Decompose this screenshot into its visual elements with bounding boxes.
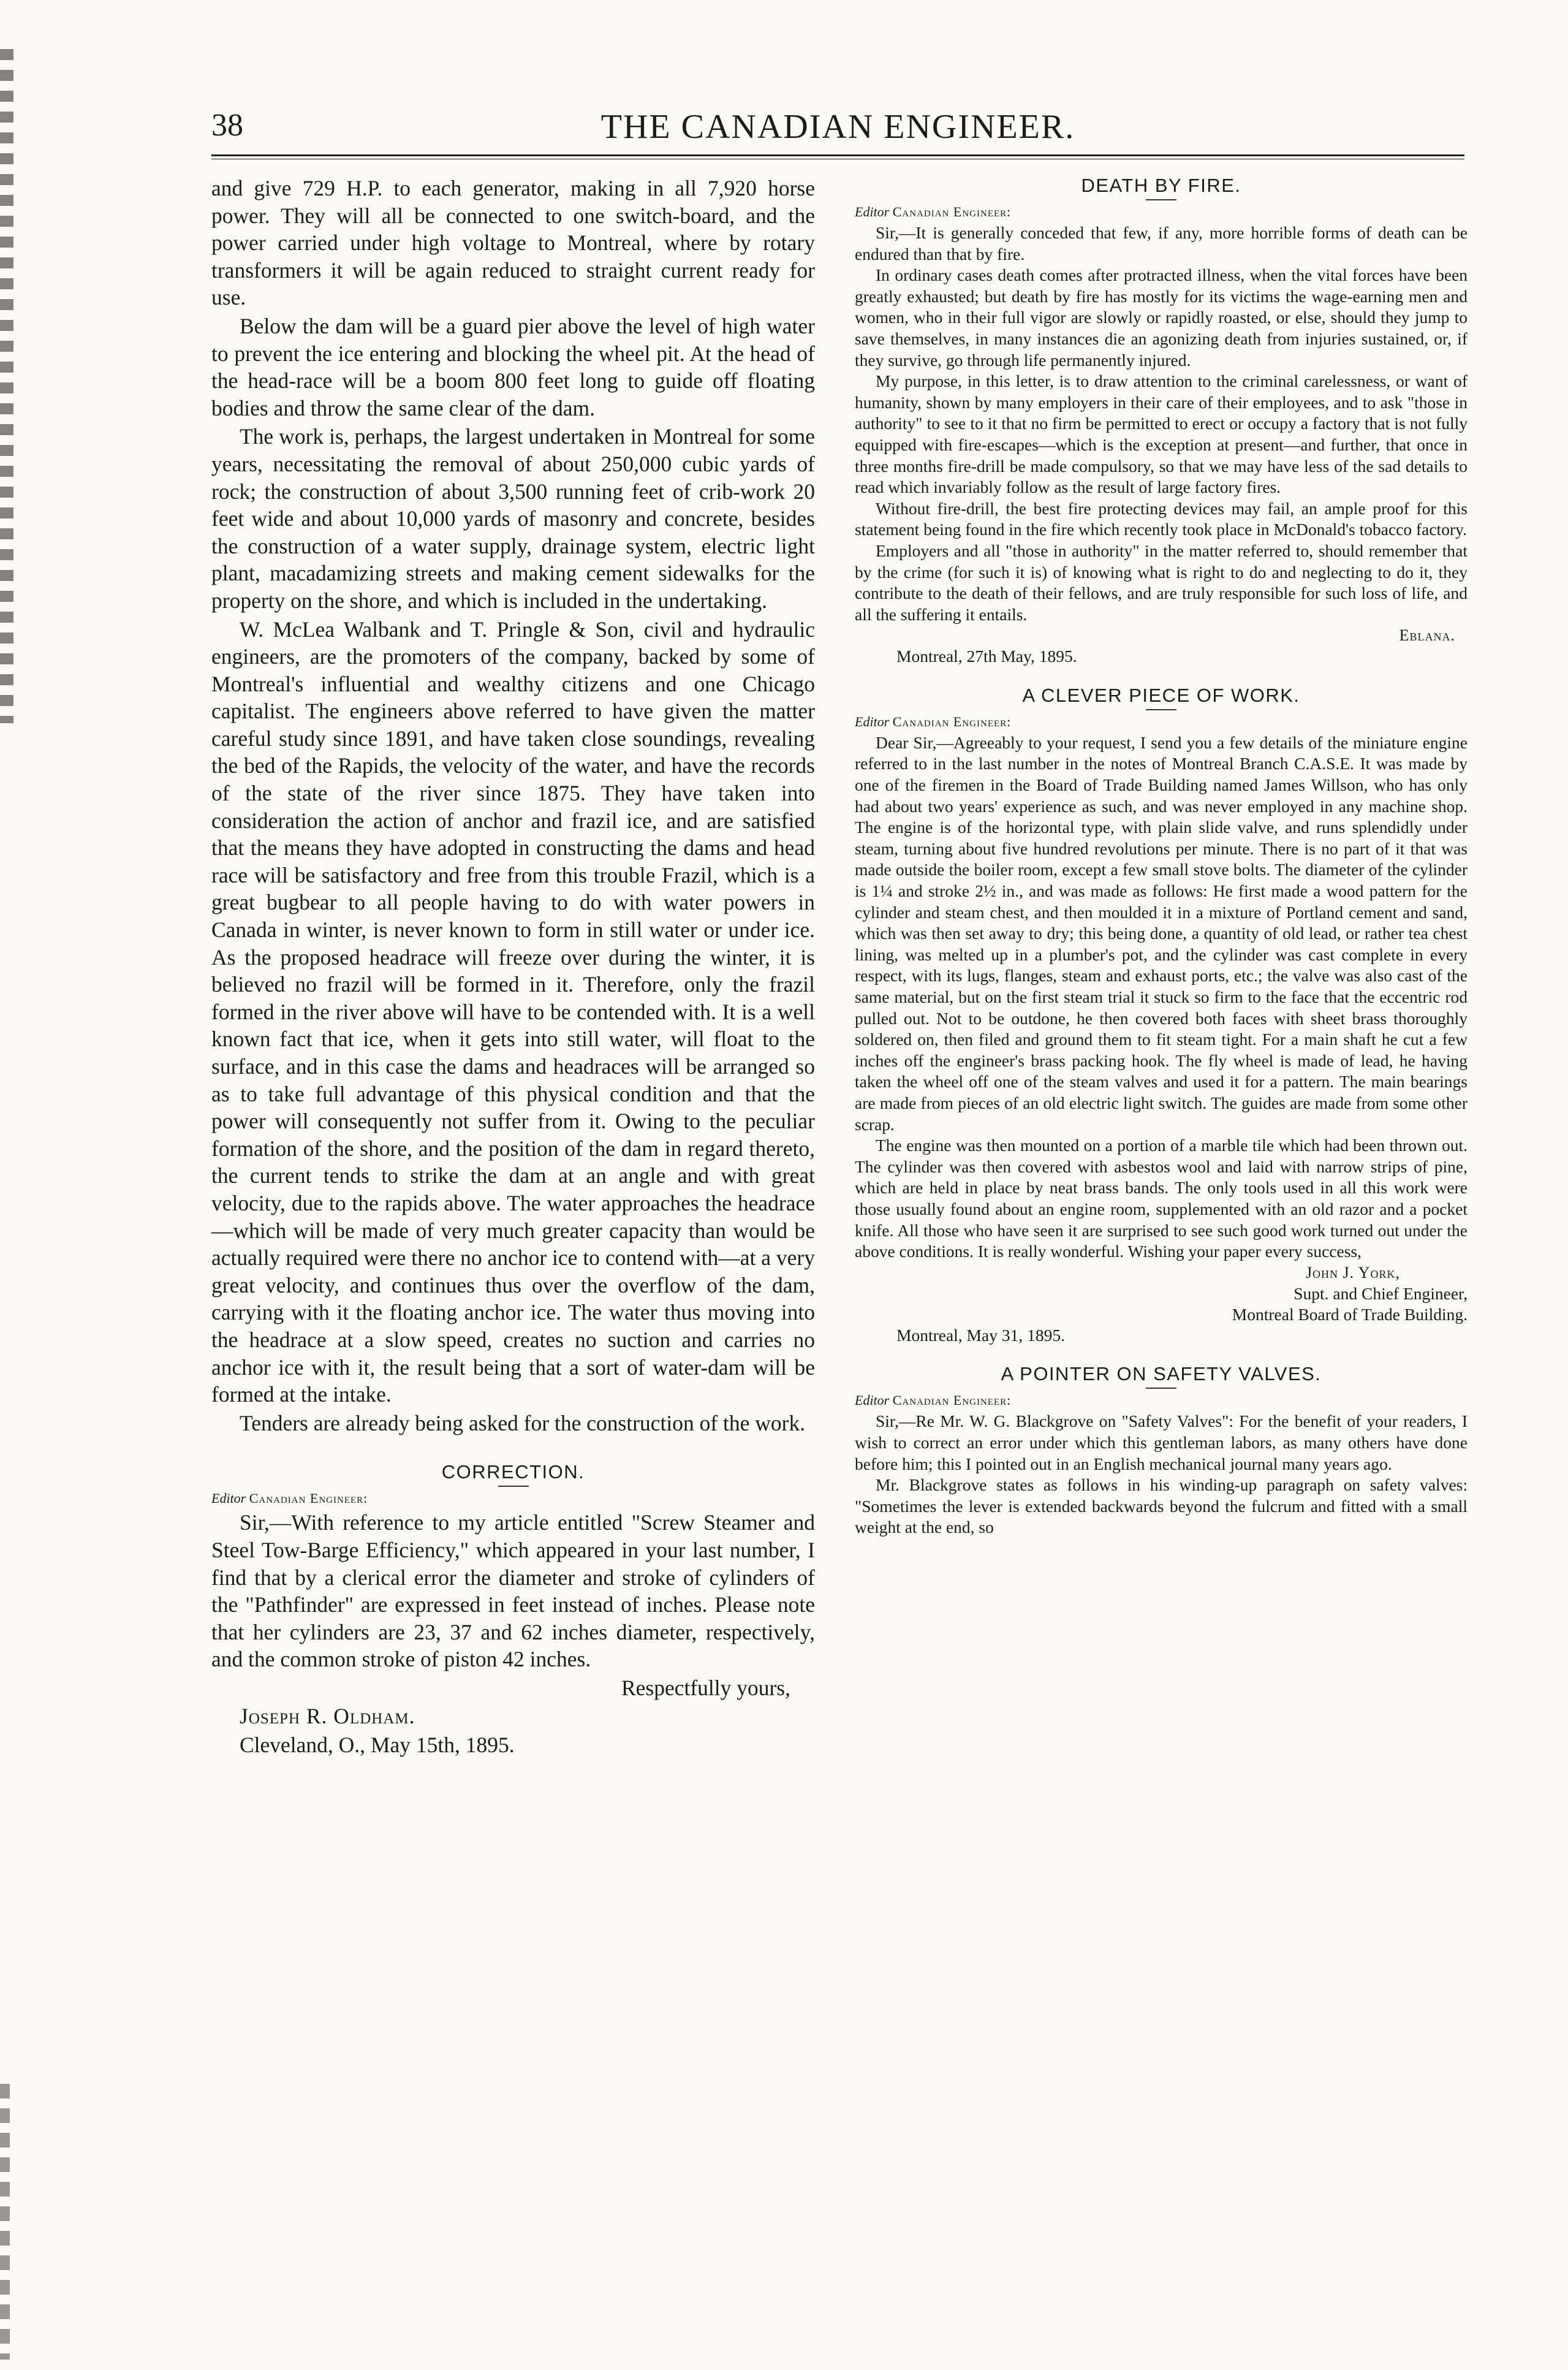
article-paragraph: and give 729 H.P. to each generator, making in all 7,920 horse power. They will all be connected to one switch-board, and the power carried under high voltage to Montreal, where by rotary transformers it will be again reduced to straight current ready for use. [211,176,815,310]
letter-paragraph: Employers and all "those in authority" in the matter referred to, should remember that by the crime (for such it is) of knowing what is right to do and neglecting to do it, they contribute to the death of their fellows, and are truly responsible for such loss of life, and all the suffering it entails. [855,541,1468,624]
letter-paragraph: Mr. Blackgrove states as follows in his winding-up paragraph on safety valves: "Sometimes the lever is extended backwards beyond the fulcrum and fitted with a small weight at the end, so [855,1475,1468,1537]
letter-paragraph: Sir,—Re Mr. W. G. Blackgrove on "Safety Valves": For the benefit of your readers, I wish to correct an error under which this gentleman labors, as many others have done before him; this I pointed out in an English mechanical journal many years ago. [855,1411,1468,1473]
editor-name: Canadian Engineer: [892,1392,1012,1408]
letter-paragraph: Without fire-drill, the best fire protecting devices may fail, an ample proof for this statement being found in the fire which recently took place in McDonald's tobacco factory. [855,498,1468,539]
editor-name: Canadian Engineer: [249,1491,368,1506]
clever-piece-heading: A CLEVER PIECE OF WORK. [855,685,1468,710]
letter-place-date: Cleveland, O., May 15th, 1895. [240,1733,515,1758]
article-paragraph: Below the dam will be a guard pier above the level of high water to prevent the ice entering and blocking the wheel pit. At the head of the head-race will be a boom 800 feet long to guide off floating bodies and throw the same clear of the dam. [211,313,815,420]
letter-signature: Eblana. [1399,626,1455,645]
left-column [211,175,815,1759]
signature-affiliation: Montreal Board of Trade Building. [1232,1304,1468,1324]
letter-paragraph: In ordinary cases death comes after protracted illness, when the vital forces have been greatly exhausted; but death by fire has mostly for its victims the wage-earning men and women, who in their full vigor are slowly or rapidly roasted, or else, should they jump to save themselves, in many instances die an agonizing death from injuries sustained, or, if they survive, go through life permanently injured. [855,265,1468,370]
correction-letter [211,1461,815,1758]
editor-line [855,714,1468,730]
article-paragraph: W. McLea Walbank and T. Pringle & Son, civil and hydraulic engineers, are the promoters of the company, backed by some of Montreal's influential and wealthy citizens and one Chicago capitalist. The engineers above referred to have given the matter careful study since 1891, and have taken close soundings, revealing the bed of the Rapids, the velocity of the water, and have the records of the state of the river since 1875. They have taken into consideration the action of anchor and frazil ice, and are satisfied that the means they have adopted in constructing the dams and head race will be satisfactory and free from this trouble Frazil, which is a great bugbear to all people having to do with water powers in Canada in winter, is never known to form in still water or under ice. As the proposed headrace will freeze over during the winter, it is believed no frazil will be formed in it. Therefore, only the frazil formed in the river above will have to be contended with. It is a well known fact that ice, when it gets into still water, will float to the surface, and in this case the dams and headraces will be arranged so as to take full advantage of this physical condition and that the power will consequently not suffer from it. Owing to the peculiar formation of the shore, and the position of the dam in regard thereto, the current tends to strike the dam at an angle and with great velocity, due to the rapids above. The water approaches the headrace—which will be made of very much greater capacity than would be actually required were there no anchor ice to contend with—at a very great velocity, and continues thus over the overflow of the dam, carrying with it the floating anchor ice. The water thus moving into the headrace at a slow speed, creates no suction and carries no anchor ice with it, the result being that a sort of water-dam will be formed at the intake. [211,617,815,1407]
editor-line [211,1491,815,1506]
letter-place-date: Montreal, May 31, 1895. [896,1325,1065,1345]
letter-body: Sir,—With reference to my article entitled "Screw Steamer and Steel Tow-Barge Efficiency," which appeared in your last number, I find that by a clerical error the diameter and stroke of cylinders of the "Pathfinder" are expressed in feet instead of inches. Please note that her cylinders are 23, 37 and 62 inches diameter, respectively, and the common stroke of piston 42 inches. [211,1510,815,1672]
letter-paragraph: Dear Sir,—Agreeably to your request, I send you a few details of the miniature engine referred to in the last number in the notes of Montreal Branch C.A.S.E. It was made by one of the firemen in the Board of Trade Building named James Willson, who has only had about two years' experience as such, and was never employed in any machine shop. The engine is of the horizontal type, with plain slide valve, and runs splendidly under steam, turning about five hundred revolutions per minute. There is no part of it that was made outside the boiler room, except a few small stove bolts. The diameter of the cylinder is 1¼ and stroke 2½ in., and was made as follows: He first made a wood pattern for the cylinder and steam chest, and then moulded it in a mixture of Portland cement and sand, which was then set away to dry; this being done, a quantity of old lead, or rather tea chest lining, was melted up in a plumber's pot, and the cylinder was cast complete in every respect, with its lugs, flanges, steam and exhaust ports, etc.; the valve was also cast of the same material, but on the first steam trial it stuck so firm to the face that the eccentric rod pulled out. Not to be outdone, he then covered both faces with sheet brass thoroughly soldered on, then filed and ground them to fit steam tight. For a main shaft he cut a few inches off the engineer's brass packing hook. The fly wheel is made of lead, he having taken the wheel off one of the steam valves and used it for a pattern. The main bearings are made from pieces of an old electric light switch. The guides are made from some other scrap. [855,732,1468,1134]
editor-label: Editor [855,204,890,219]
article-paragraph: The work is, perhaps, the largest undertaken in Montreal for some years, necessitating the removal of about 250,000 cubic yards of rock; the construction of about 3,500 running feet of crib-work 20 feet wide and about 10,000 yards of masonry and concrete, besides the construction of a water supply, drainage system, electric light plant, macadamizing streets and making cement sidewalks for the property on the shore, and which is included in the undertaking. [211,424,815,613]
page-number: 38 [211,108,243,143]
letter-paragraph: My purpose, in this letter, is to draw attention to the criminal carelessness, or want of humanity, shown by many employers in their care of their employees, and to ask "those in authority" to see to it that no firm be permitted to erect or occupy a factory that is not fully equipped with fire-escapes—which is the exception at present—and further, that once in three months fire-drill be made compulsory, so that we may have less of the sad details to read which invariably follow as the result of large factory fires. [855,371,1468,497]
article-paragraph: Tenders are already being asked for the construction of the work. [240,1410,806,1435]
editor-name: Canadian Engineer: [892,713,1012,729]
letter-place-date: Montreal, 27th May, 1895. [896,647,1077,666]
death-by-fire-letter [855,175,1468,667]
letter-signature: Joseph R. Oldham. [240,1704,415,1729]
editor-label: Editor [211,1491,246,1506]
scan-edge-artifact [0,49,13,723]
right-column [855,175,1468,1538]
editor-name: Canadian Engineer: [892,204,1012,219]
safety-valves-heading: A POINTER ON SAFETY VALVES. [855,1363,1468,1389]
letter-closing: Respectfully yours, [621,1675,790,1700]
letter-signature: John J. York, [1305,1263,1400,1282]
correction-heading: CORRECTION. [211,1461,815,1487]
editor-line [855,204,1468,220]
editor-label: Editor [855,1392,890,1408]
safety-valves-letter [855,1363,1468,1538]
header-rule [211,154,1464,159]
journal-title: THE CANADIAN ENGINEER. [600,108,1075,146]
editor-line [855,1392,1468,1408]
signature-title: Supt. and Chief Engineer, [1293,1283,1468,1303]
clever-piece-letter [855,685,1468,1346]
death-by-fire-heading: DEATH BY FIRE. [855,175,1468,200]
running-head [211,107,1464,150]
letter-paragraph: The engine was then mounted on a portion of a marble tile which had been thrown out. The cylinder was then covered with asbestos wool and laid with narrow strips of pine, which are held in place by neat brass bands. The only tools used in all this work were those usually found about an engine room, supplemented with an old razor and a pocket knife. All those who have seen it are surprised to see such good work turned out under the above conditions. It is really wonderful. Wishing your paper every success, [855,1136,1468,1261]
editor-label: Editor [855,713,890,729]
letter-paragraph: Sir,—It is generally conceded that few, if any, more horrible forms of death can be endured than that by fire. [855,223,1468,264]
scan-edge-artifact-lower [0,2084,10,2360]
